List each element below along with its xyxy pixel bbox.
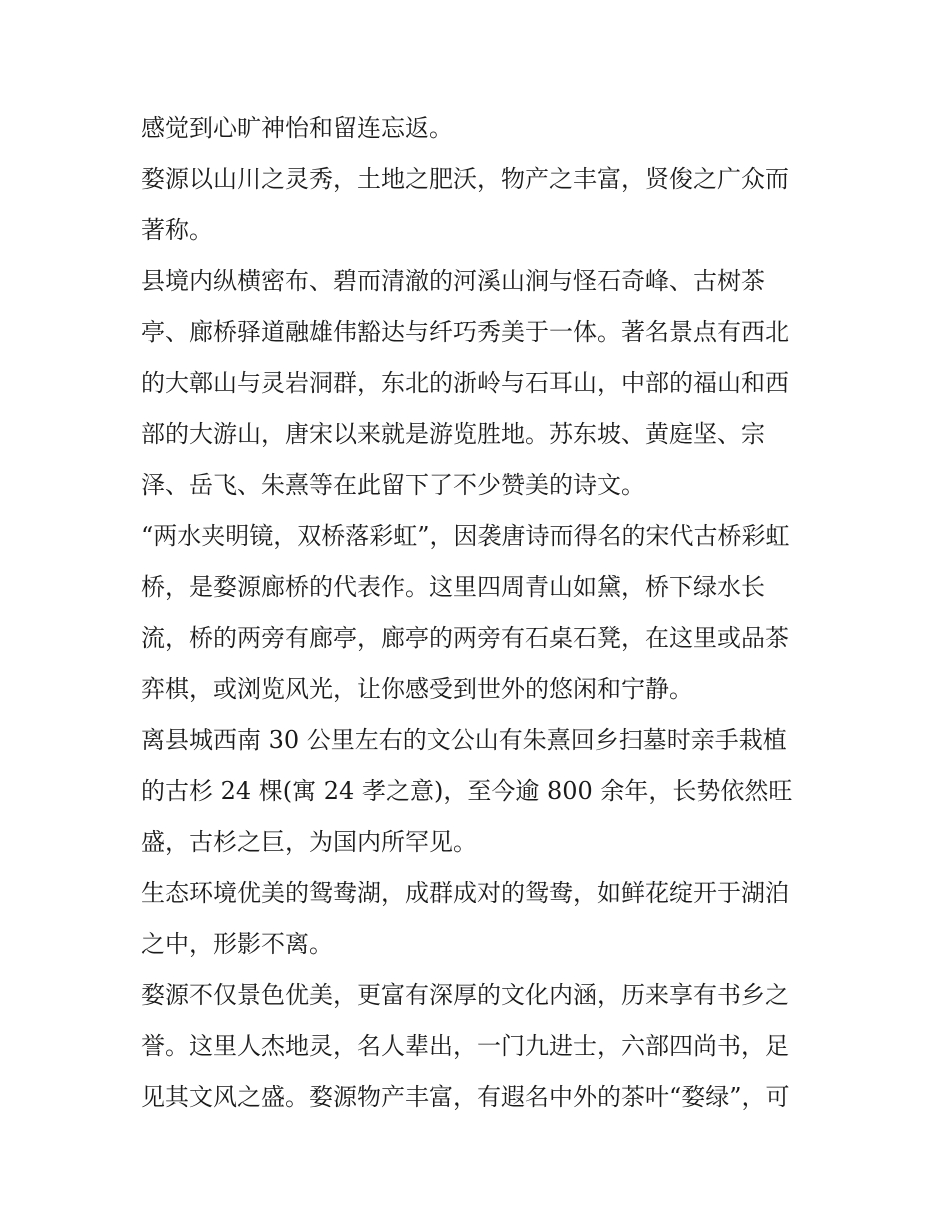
text-line: 婺源以山川之灵秀，土地之肥沃，物产之丰富，贤俊之广众而 <box>141 165 789 193</box>
text-line: 感觉到心旷神怡和留连忘返。 <box>141 114 453 142</box>
paragraph <box>141 970 813 1123</box>
text-line: 生态环境优美的鸳鸯湖，成群成对的鸳鸯，如鲜花绽开于湖泊 <box>141 879 789 907</box>
text-line: 亭、廊桥驿道融雄伟豁达与纤巧秀美于一体。著名景点有西北 <box>141 318 789 346</box>
text-line: 流，桥的两旁有廊亭，廊亭的两旁有石桌石凳，在这里或品茶 <box>141 624 789 652</box>
paragraph <box>141 868 813 970</box>
text-line: 之中，形影不离。 <box>141 930 333 958</box>
document-body <box>141 103 813 1123</box>
text-line: 的大鄣山与灵岩洞群，东北的浙岭与石耳山，中部的福山和西 <box>141 369 789 397</box>
text-line: 著称。 <box>141 216 213 244</box>
text-line: 盛，古杉之巨，为国内所罕见。 <box>141 828 477 856</box>
text-line: 弈棋，或浏览风光，让你感受到世外的悠闲和宁静。 <box>141 675 693 703</box>
text-line: 离县城西南 30 公里左右的文公山有朱熹回乡扫墓时亲手栽植 <box>141 726 787 754</box>
paragraph <box>141 256 813 511</box>
text-line: 婺源不仅景色优美，更富有深厚的文化内涵，历来享有书乡之 <box>141 981 789 1009</box>
text-line: 的古杉 24 棵(寓 24 孝之意)，至今逾 800 余年，长势依然旺 <box>141 777 793 805</box>
text-line: 泽、岳飞、朱熹等在此留下了不少赞美的诗文。 <box>141 471 645 499</box>
text-line: 县境内纵横密布、碧而清澈的河溪山涧与怪石奇峰、古树茶 <box>141 267 765 295</box>
text-line: 桥，是婺源廊桥的代表作。这里四周青山如黛，桥下绿水长 <box>141 573 765 601</box>
paragraph <box>141 103 813 154</box>
text-line: “两水夹明镜，双桥落彩虹”，因袭唐诗而得名的宋代古桥彩虹 <box>141 522 790 550</box>
text-line: 见其文风之盛。婺源物产丰富，有遐名中外的茶叶“婺绿”，可 <box>141 1083 790 1111</box>
paragraph <box>141 154 813 256</box>
text-line: 誉。这里人杰地灵，名人辈出，一门九进士，六部四尚书，足 <box>141 1032 789 1060</box>
paragraph <box>141 715 813 868</box>
paragraph <box>141 511 813 715</box>
text-line: 部的大游山，唐宋以来就是游览胜地。苏东坡、黄庭坚、宗 <box>141 420 765 448</box>
